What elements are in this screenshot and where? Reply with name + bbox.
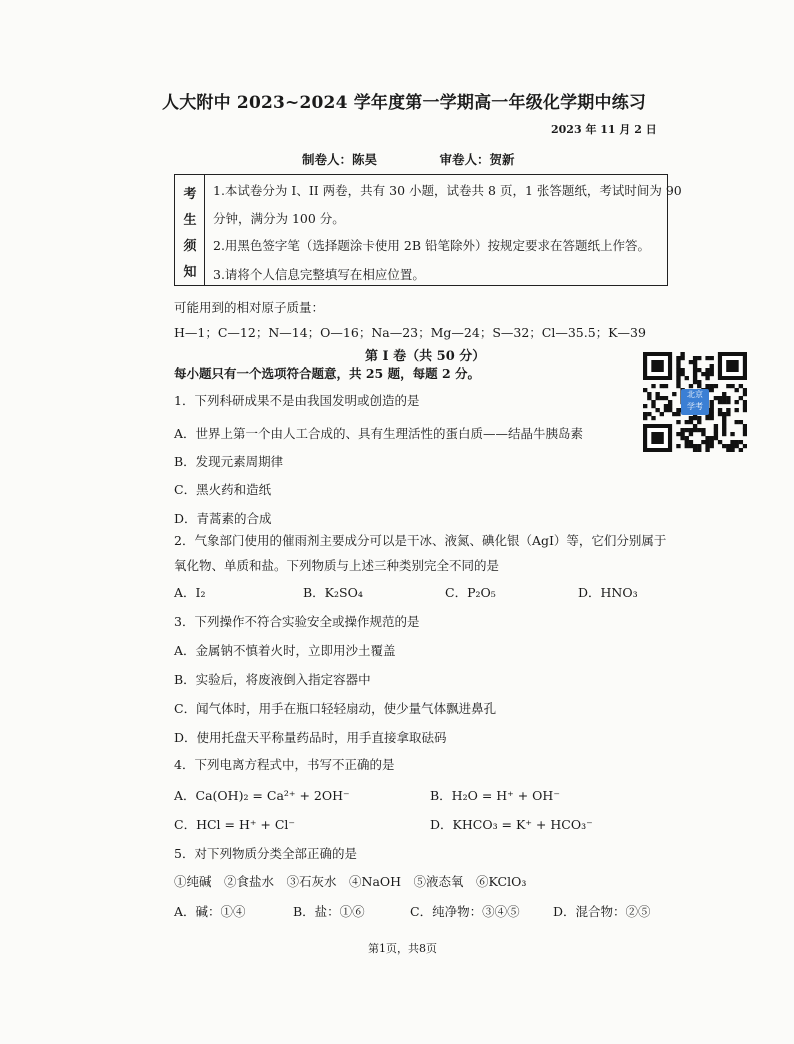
q5-option-d: D．混合物：②⑤ — [553, 904, 651, 919]
q4-option-a: A．Ca(OH)₂ = Ca²⁺ + 2OH⁻ — [174, 788, 350, 803]
q5-stem: 5．对下列物质分类全部正确的是 — [174, 846, 357, 861]
authors-line: 制卷人：陈昊 审卷人：贺新 — [302, 152, 515, 167]
q1-option-a: A．世界上第一个由人工合成的、具有生理活性的蛋白质——结晶牛胰岛素 — [174, 426, 584, 441]
atomic-mass-values: H—1；C—12；N—14；O—16；Na—23；Mg—24；S—32；Cl—35.5；K—39 — [174, 325, 646, 340]
q1-option-c: C．黑火药和造纸 — [174, 482, 272, 497]
notice-line: 2.用黑色签字笔（选择题涂卡使用 2B 铅笔除外）按规定要求在答题纸上作答。 — [213, 238, 651, 253]
q4-option-c: C．HCl = H⁺ + Cl⁻ — [174, 817, 296, 832]
q5-items: ①纯碱 ②食盐水 ③石灰水 ④NaOH ⑤液态氧 ⑥KClO₃ — [174, 874, 527, 889]
notice-label-char: 须 — [183, 239, 197, 254]
q2-option-c: C．P₂O₅ — [445, 585, 496, 600]
q1-option-d: D．青蒿素的合成 — [174, 511, 272, 526]
notice-line: 3.请将个人信息完整填写在相应位置。 — [213, 267, 425, 282]
section-instruction: 每小题只有一个选项符合题意，共 25 题，每题 2 分。 — [174, 366, 481, 381]
q1-option-b: B．发现元素周期律 — [174, 454, 284, 469]
notice-line: 1.本试卷分为 I、II 两卷，共有 30 小题，试卷共 8 页，1 张答题纸，考试时间为 90 — [213, 183, 682, 198]
q3-option-a: A．金属钠不慎着火时，立即用沙土覆盖 — [174, 643, 396, 658]
notice-label-char: 考 — [183, 187, 197, 202]
q4-option-b: B．H₂O = H⁺ + OH⁻ — [430, 788, 560, 803]
notice-line: 分钟，满分为 100 分。 — [213, 211, 345, 226]
notice-label-char: 生 — [183, 213, 197, 228]
q5-option-c: C．纯净物：③④⑤ — [410, 904, 520, 919]
exam-date: 2023 年 11 月 2 日 — [551, 123, 657, 136]
q3-option-c: C．闻气体时，用手在瓶口轻轻扇动，使少量气体飘进鼻孔 — [174, 701, 497, 716]
q3-option-d: D．使用托盘天平称量药品时，用手直接拿取砝码 — [174, 730, 447, 745]
page-footer: 第1页，共8页 — [368, 942, 437, 955]
candidate-notice-box — [174, 174, 682, 286]
q3-stem: 3．下列操作不符合实验安全或操作规范的是 — [174, 614, 420, 629]
section-title: 第 I 卷（共 50 分） — [365, 349, 486, 364]
qr-code — [643, 352, 747, 452]
q2-stem-line2: 氧化物、单质和盐。下列物质与上述三种类别完全不同的是 — [174, 558, 500, 573]
q2-option-d: D．HNO₃ — [578, 585, 638, 600]
notice-label-char: 知 — [183, 265, 197, 280]
q4-option-d: D．KHCO₃ = K⁺ + HCO₃⁻ — [430, 817, 593, 832]
q2-option-a: A．I₂ — [174, 585, 206, 600]
q5-option-a: A．碱：①④ — [174, 904, 246, 919]
q1-stem: 1．下列科研成果不是由我国发明或创造的是 — [174, 393, 420, 408]
q5-option-b: B．盐：①⑥ — [293, 904, 365, 919]
q3-option-b: B．实验后，将废液倒入指定容器中 — [174, 672, 371, 687]
q2-option-b: B．K₂SO₄ — [303, 585, 363, 600]
atomic-mass-label: 可能用到的相对原子质量： — [174, 300, 325, 315]
q4-stem: 4．下列电离方程式中，书写不正确的是 — [174, 757, 395, 772]
notice-label — [175, 175, 205, 285]
q2-stem-line1: 2．气象部门使用的催雨剂主要成分可以是干冰、液氮、碘化银（AgI）等，它们分别属于 — [174, 533, 667, 548]
qr-badge: 北京 学考 — [681, 389, 709, 415]
page-title: 人大附中 2023~2024 学年度第一学期高一年级化学期中练习 — [162, 93, 647, 113]
